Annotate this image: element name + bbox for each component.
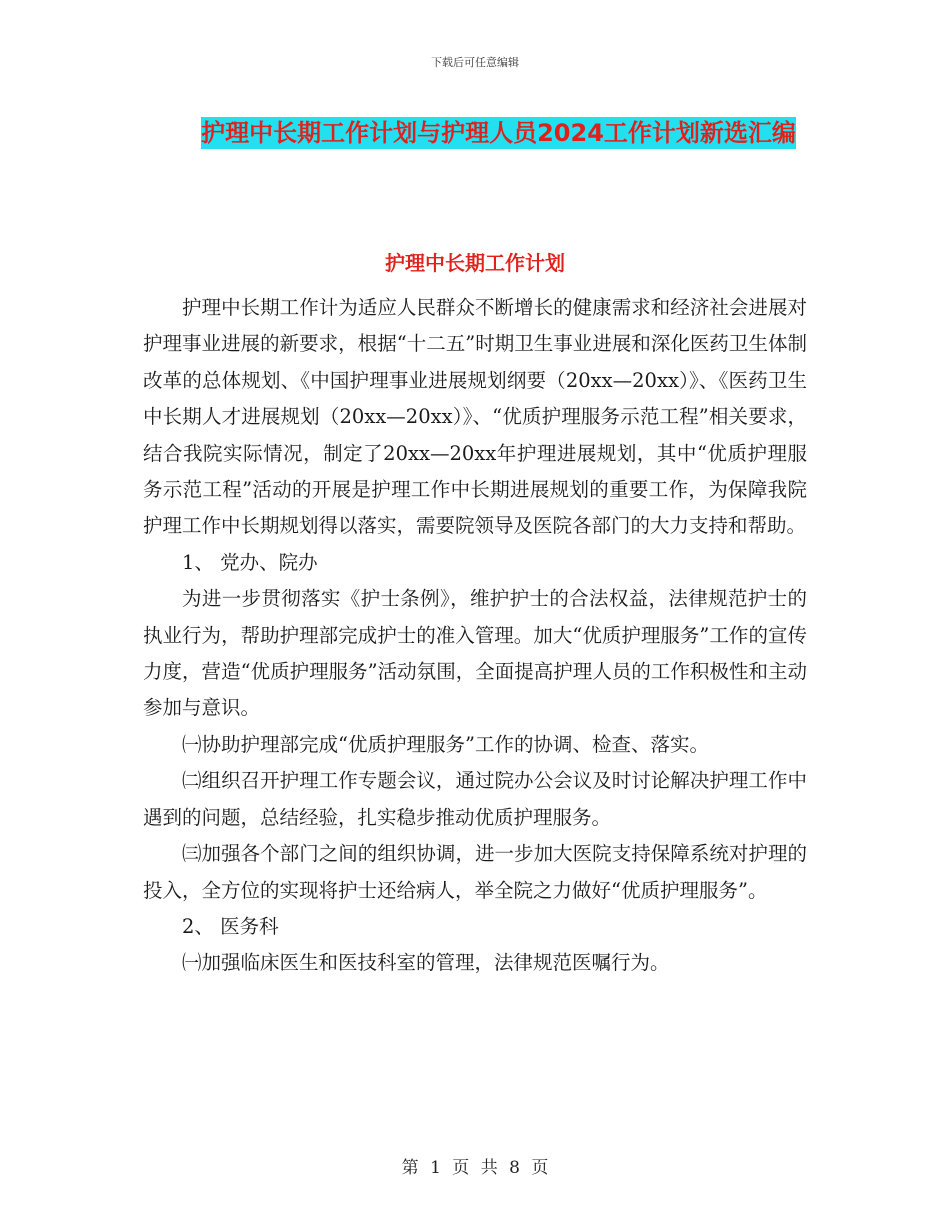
list-item: ㈢加强各个部门之间的组织协调，进一步加大医院支持保障系统对护理的投入，全方位的实现将护士还给病人，举全院之力做好“优质护理服务”。 — [143, 842, 807, 902]
list-item: ㈡组织召开护理工作专题会议，通过院办公会议及时讨论解决护理工作中遇到的问题，总结经验，扎实稳步推动优质护理服务。 — [143, 769, 807, 829]
document-body — [143, 290, 807, 982]
document-title-text: 护理中长期工作计划与护理人员2024工作计划新选汇编 — [201, 119, 796, 147]
page-header-note: 下载后可任意编辑 — [431, 56, 519, 69]
list-item: ㈠加强临床医生和医技科室的管理，法律规范医嘱行为。 — [182, 951, 670, 975]
item-heading-party-office: 1、 党办、院办 — [182, 550, 318, 574]
intro-paragraph: 护理中长期工作计为适应人民群众不断增长的健康需求和经济社会进展对护理事业进展的新要求，根据“十二五”时期卫生事业进展和深化医药卫生体制改革的总体规划、《中国护理事业进展规划纲要（20xx—20xx）》、《医药卫生中长期人才进展规划（20xx—20xx）》、“优质护理服务示范工程”相关要求，结合我院实际情况，制定了20xx—20xx年护理进展规划，其中“优质护理服务示范工程”活动的开展是护理工作中长期进展规划的重要工作，为保障我院护理工作中长期规划得以落实，需要院领导及医院各部门的大力支持和帮助。 — [143, 296, 807, 538]
document-title — [186, 110, 811, 156]
list-item: ㈠协助护理部完成“优质护理服务”工作的协调、检查、落实。 — [182, 732, 709, 756]
party-office-paragraph: 为进一步贯彻落实《护士条例》，维护护士的合法权益，法律规范护士的执业行为，帮助护理部完成护士的准入管理。加大“优质护理服务”工作的宣传力度，营造“优质护理服务”活动氛围，全面提高护理人员的工作积极性和主动参加与意识。 — [143, 587, 807, 720]
item-heading-medical-affairs: 2、 医务科 — [182, 914, 279, 938]
page-number: 第 1 页 共 8 页 — [401, 1158, 549, 1178]
section-title: 护理中长期工作计划 — [385, 251, 565, 275]
